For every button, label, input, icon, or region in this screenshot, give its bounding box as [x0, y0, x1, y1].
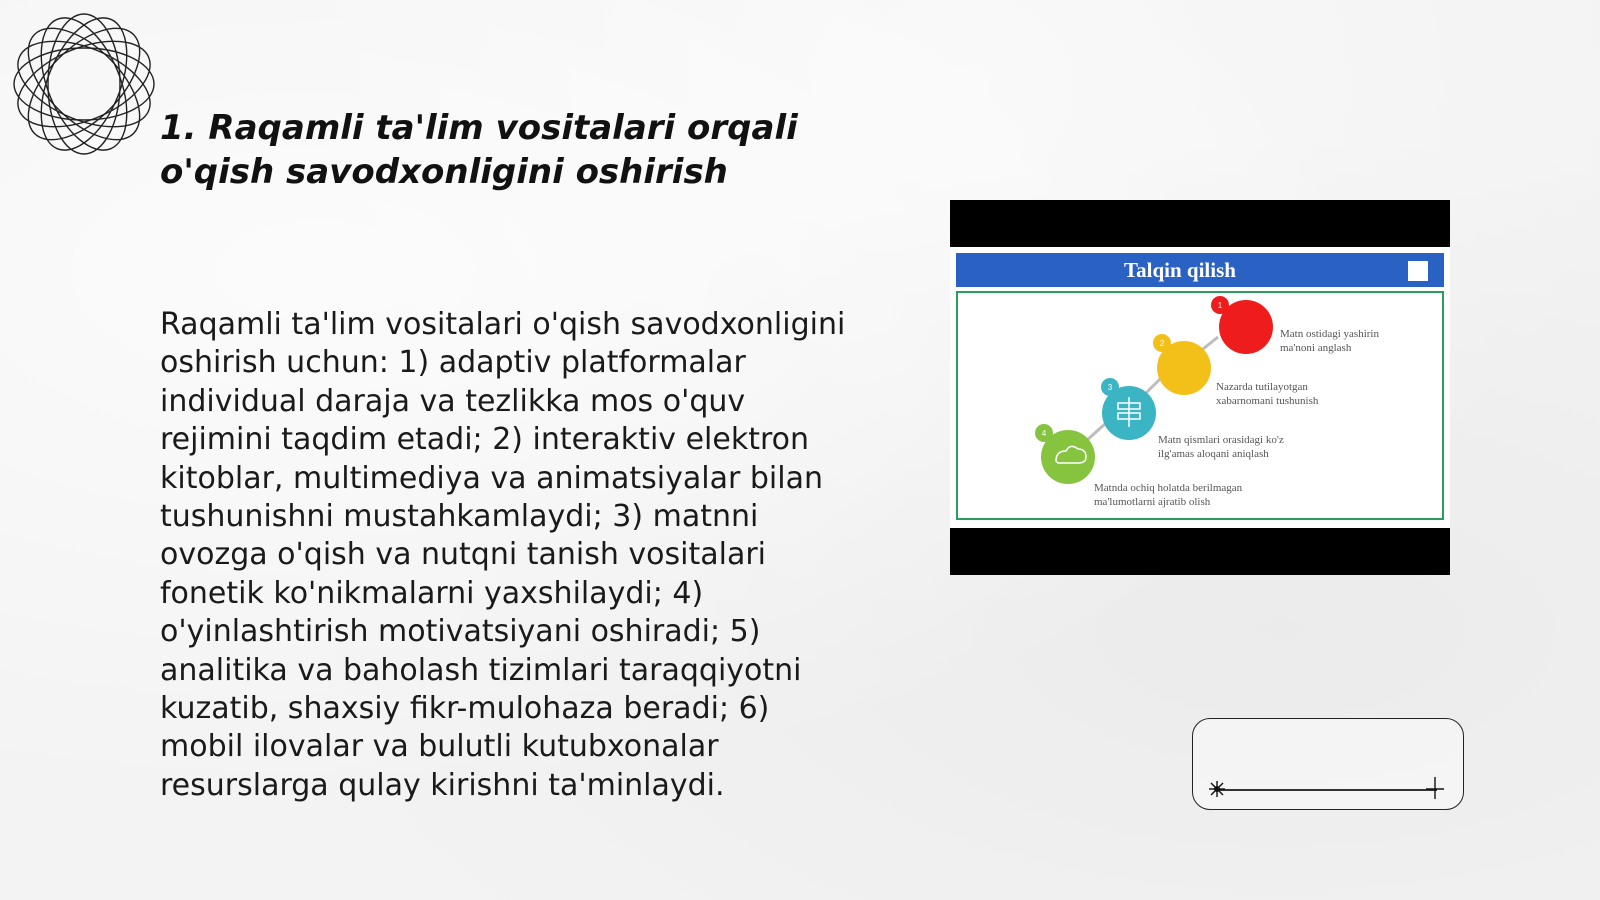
plus-icon[interactable]: [1423, 776, 1447, 800]
step-3-label: [1158, 433, 1284, 461]
square-icon: [1408, 261, 1428, 281]
ornament-logo: [10, 10, 158, 158]
step-3-number: 3: [1107, 383, 1113, 392]
step-2-label: [1216, 380, 1318, 408]
page-title: [160, 106, 860, 194]
body-paragraph: Raqamli ta'lim vositalari o'qish savodxonligini oshirish uchun: 1) adaptiv platformalar individual daraja va tezlikka mos o'quv rejimini taqdim etadi; 2) interaktiv elektron kitoblar, multimediya va animatsiyalar bilan tushunishni mustahkamlaydi; 3) matnni ovozga o'qish va nutqni tanish vositalari fonetik ko'nikmalarni yaxshilaydi; 4) o'yinlashtirish motivatsiyani oshiradi; 5) analitika va baholash tizimlari taraqqiyotni kuzatib, shaxsiy fikr-mulohaza beradi; 6) mobil ilovalar va bulutli kutubxonalar resurslarga qulay kirishni ta'minlaydi.: [160, 307, 846, 803]
audio-progress-track[interactable]: [1217, 789, 1437, 791]
step-4-line-2: ma'lumotlarni ajratib olish: [1094, 496, 1211, 508]
sparkle-icon[interactable]: [1207, 779, 1227, 799]
step-2-number: 2: [1159, 339, 1165, 348]
step-2-line-2: xabarnomani tushunish: [1216, 395, 1319, 407]
step-3-line-1: Matn qismlari orasidagi ko'z: [1158, 434, 1284, 446]
connector-arrow: [1086, 423, 1106, 441]
step-1-line-2: ma'noni anglash: [1280, 342, 1352, 354]
step-2-line-1: Nazarda tutilayotgan: [1216, 381, 1308, 393]
step-4-label: [1094, 481, 1242, 509]
step-1-label: [1280, 327, 1379, 355]
title-line-1: 1. Raqamli ta'lim vositalari orqali: [160, 108, 798, 148]
step-4-line-1: Matnda ochiq holatda berilmagan: [1094, 482, 1243, 494]
step-1-number: 1: [1217, 301, 1223, 310]
slide-title: Talqin qilish: [1124, 257, 1236, 282]
video-player[interactable]: [950, 200, 1450, 575]
slide-panel: [956, 291, 1444, 520]
step-3-line-2: ilg'amas aloqani aniqlash: [1158, 448, 1269, 460]
video-frame: [950, 247, 1450, 528]
audio-player[interactable]: [1192, 718, 1464, 810]
slide-header: [956, 253, 1444, 287]
title-line-2: o'qish savodxonligini oshirish: [160, 152, 728, 192]
step-1-line-1: Matn ostidagi yashirin: [1280, 328, 1379, 340]
step-4-number: 4: [1041, 429, 1047, 438]
